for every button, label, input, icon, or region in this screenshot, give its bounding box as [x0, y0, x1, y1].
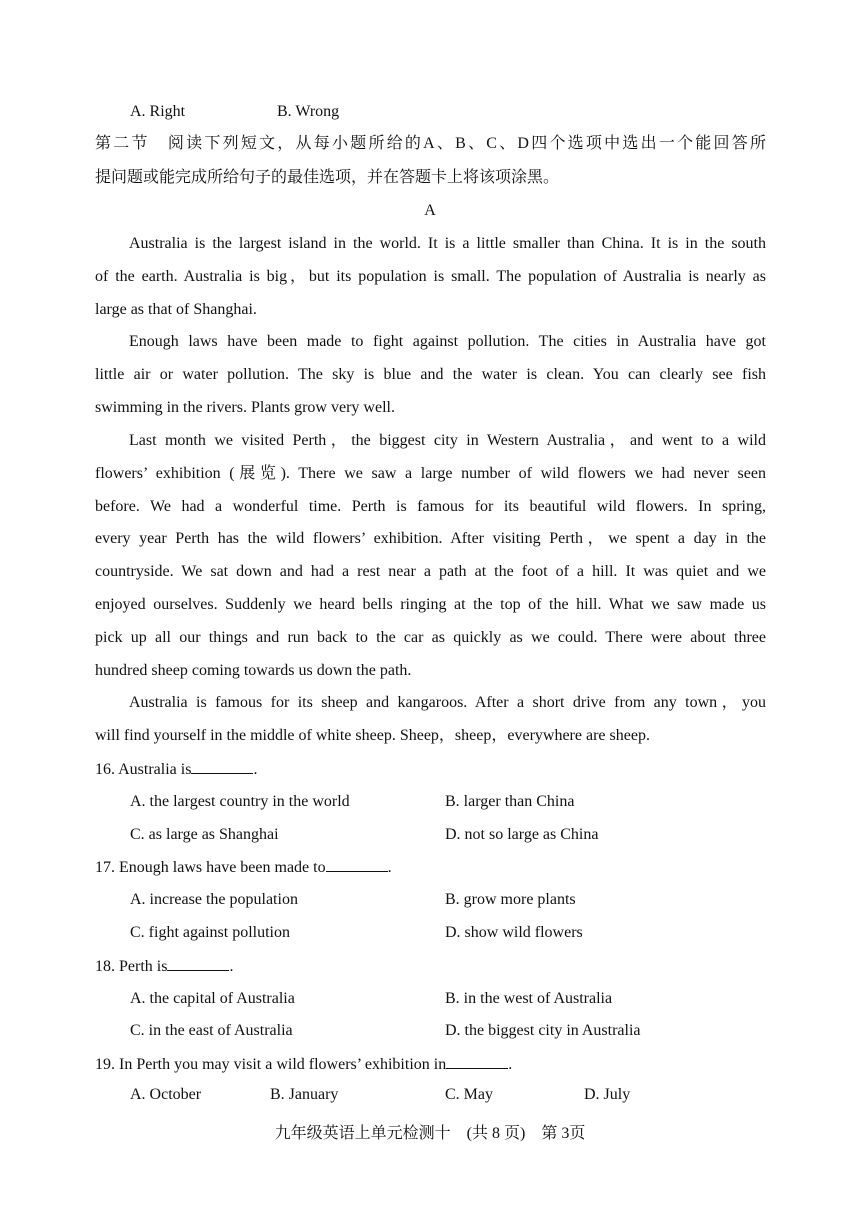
- choice-c: C. fight against pollution: [130, 924, 290, 941]
- passage-line: Last month we visited Perth，the biggest city in Western Australia，and went to a wild: [129, 432, 766, 449]
- choice-b: B. January: [270, 1086, 339, 1103]
- choice-d: D. show wild flowers: [445, 924, 583, 941]
- answer-blank: [191, 759, 253, 774]
- page-footer: 九年级英语上单元检测十 (共 8 页) 第 3页: [274, 1125, 586, 1142]
- question-end: .: [229, 958, 234, 975]
- section-instruction-line2: 提问题或能完成所给句子的最佳选项，并在答题卡上将该项涂黑。: [95, 169, 560, 186]
- choice-d: D. the biggest city in Australia: [445, 1022, 641, 1039]
- section-instruction-line1: 第二节 阅读下列短文，从每小题所给的A、B、C、D四个选项中选出一个能回答所: [95, 135, 766, 152]
- question-text: 18. Perth is: [95, 958, 168, 975]
- choice-c: C. in the east of Australia: [130, 1022, 293, 1039]
- passage-line: pick up all our things and run back to the car as quickly as we could. There were about three: [95, 629, 766, 646]
- passage-line: every year Perth has the wild flowers’ exhibition. After visiting Perth，we spent a day in the: [95, 530, 766, 547]
- passage-line: large as that of Shanghai.: [95, 301, 257, 318]
- passage-line: swimming in the rivers. Plants grow very well.: [95, 399, 395, 416]
- choice-a: A. October: [130, 1086, 202, 1103]
- question-end: .: [253, 761, 258, 778]
- choice-b: B. larger than China: [445, 793, 575, 810]
- choice-a: A. increase the population: [130, 891, 298, 908]
- choice-a: A. the capital of Australia: [130, 990, 295, 1007]
- answer-blank: [326, 857, 388, 872]
- question-text: 19. In Perth you may visit a wild flowers’ exhibition in: [95, 1056, 447, 1073]
- passage-line: of the earth. Australia is big，but its population is small. The population of Australia is nearly as: [95, 268, 766, 285]
- passage-line: will find yourself in the middle of white sheep. Sheep，sheep，everywhere are sheep.: [95, 727, 650, 744]
- choice-d: D. not so large as China: [445, 826, 599, 843]
- choice-b: B. in the west of Australia: [445, 990, 613, 1007]
- passage-line: countryside. We sat down and had a rest near a path at the foot of a hill. It was quiet and we: [95, 563, 766, 580]
- option-a-right: A. Right: [130, 103, 186, 120]
- choice-d: D. July: [584, 1086, 631, 1103]
- question-stem: [95, 857, 392, 878]
- question-text: 16. Australia is: [95, 761, 192, 778]
- question-text: 17. Enough laws have been made to: [95, 859, 326, 876]
- passage-line: hundred sheep coming towards us down the path.: [95, 662, 412, 679]
- choice-b: B. grow more plants: [445, 891, 576, 908]
- passage-line: before. We had a wonderful time. Perth is famous for its beautiful wild flowers. In spring,: [95, 498, 766, 515]
- question-stem: [95, 759, 257, 780]
- answer-blank: [446, 1054, 508, 1069]
- passage-line: enjoyed ourselves. Suddenly we heard bells ringing at the top of the hill. What we saw made us: [95, 596, 766, 613]
- question-end: .: [387, 859, 392, 876]
- question-stem: [95, 1054, 512, 1075]
- choice-c: C. May: [445, 1086, 493, 1103]
- answer-blank: [167, 956, 229, 971]
- passage-line: Enough laws have been made to fight against pollution. The cities in Australia have got: [129, 333, 766, 350]
- option-b-wrong: B. Wrong: [277, 103, 340, 120]
- question-end: .: [508, 1056, 513, 1073]
- choice-c: C. as large as Shanghai: [130, 826, 279, 843]
- passage-line: Australia is the largest island in the world. It is a little smaller than China. It is in the south: [129, 235, 766, 252]
- passage-label: A: [424, 202, 436, 219]
- question-stem: [95, 956, 233, 977]
- choice-a: A. the largest country in the world: [130, 793, 350, 810]
- passage-line: Australia is famous for its sheep and kangaroos. After a short drive from any town，you: [129, 694, 766, 711]
- passage-line: little air or water pollution. The sky is blue and the water is clean. You can clearly see fish: [95, 366, 766, 383]
- passage-line: flowers’ exhibition (展览). There we saw a large number of wild flowers we had never seen: [95, 465, 766, 482]
